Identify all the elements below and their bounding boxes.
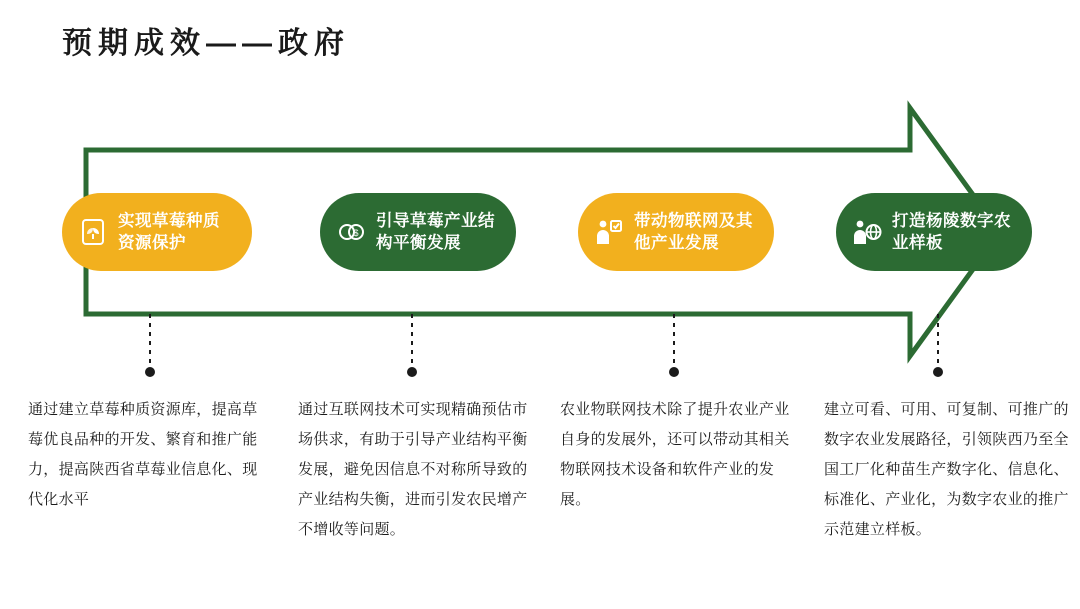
description-text-4: 建立可看、可用、可复制、可推广的数字农业发展路径，引领陕西乃至全国工厂化种苗生产数字化、信息化、标准化、产业化，为数字农业的推广示范建立样板。 (824, 401, 1069, 538)
person-globe-icon (850, 215, 884, 249)
money-coins-icon (334, 215, 368, 249)
person-checklist-icon (592, 215, 626, 249)
description-text-1: 通过建立草莓种质资源库，提高草莓优良品种的开发、繁育和推广能力，提高陕西省草莓业信息化、现代化水平 (28, 401, 258, 508)
process-node-4-label: 打造杨陵数字农业样板 (892, 211, 1011, 252)
process-node-2[interactable] (320, 193, 516, 271)
process-node-4[interactable] (836, 193, 1032, 271)
description-text-3: 农业物联网技术除了提升农业产业自身的发展外，还可以带动其相关物联网技术设备和软件产业的发展。 (560, 401, 790, 508)
seed-box-icon (76, 215, 110, 249)
page-title: 预期成效——政府 (62, 27, 350, 60)
process-node-2-label: 引导草莓产业结构平衡发展 (376, 211, 495, 252)
description-text-2: 通过互联网技术可实现精确预估市场供求，有助于引导产业结构平衡发展，避免因信息不对称所导致的产业结构失衡，进而引发农民增产不增收等问题。 (298, 401, 528, 538)
process-node-1-label: 实现草莓种质资源保护 (118, 211, 220, 252)
process-node-3-label: 带动物联网及其他产业发展 (634, 211, 753, 252)
process-node-1[interactable] (62, 193, 252, 271)
svg-text:$: $ (353, 228, 359, 238)
process-node-3[interactable] (578, 193, 774, 271)
